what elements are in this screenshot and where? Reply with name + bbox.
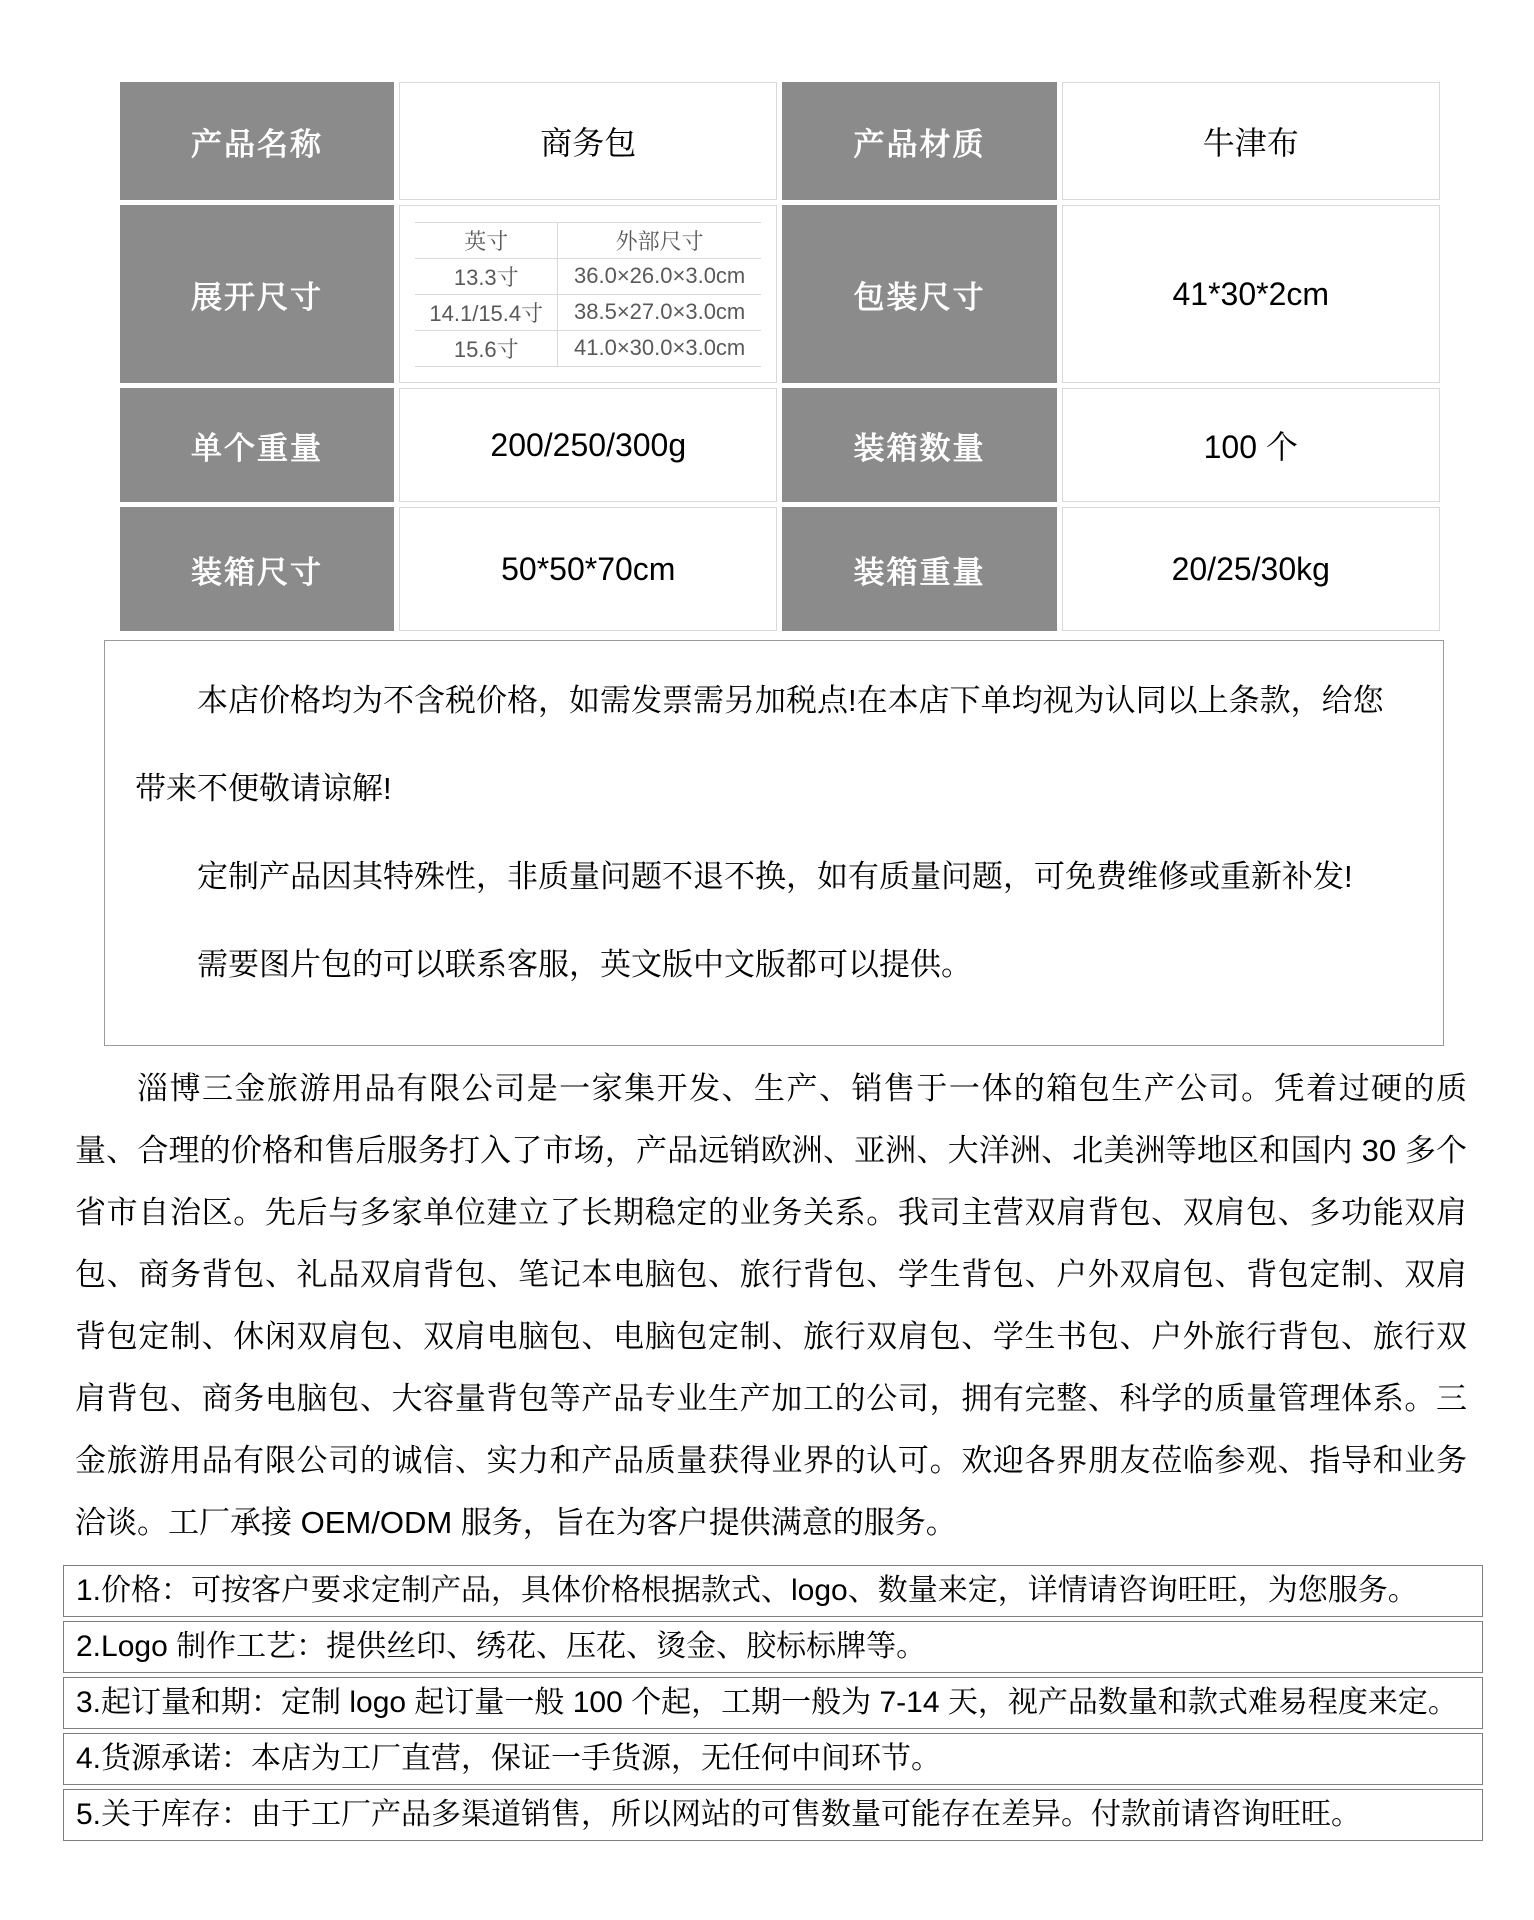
carton-weight-value: 20/25/30kg <box>1062 507 1440 631</box>
notice-line-picture-pack: 需要图片包的可以联系客服，英文版中文版都可以提供。 <box>197 947 972 982</box>
carton-qty-label: 装箱数量 <box>782 388 1056 502</box>
term-row-supply-promise: 4.货源承诺：本店为工厂直营，保证一手货源，无任何中间环节。 <box>63 1733 1483 1785</box>
size-subtable <box>415 222 761 367</box>
spec-row-3 <box>120 388 1440 502</box>
size-subtable-row <box>415 258 761 294</box>
spec-table <box>115 77 1445 636</box>
term-row-inventory: 5.关于库存：由于工厂产品多渠道销售，所以网站的可售数量可能存在差异。付款前请咨询旺旺。 <box>63 1789 1483 1841</box>
unit-weight-value: 200/250/300g <box>399 388 777 502</box>
term-row-logo-craft: 2.Logo 制作工艺：提供丝印、绣花、压花、烫金、胶标标牌等。 <box>63 1621 1483 1673</box>
unfolded-size-value <box>399 205 777 383</box>
size-subtable-row <box>415 330 761 366</box>
unfolded-size-label: 展开尺寸 <box>120 205 394 383</box>
size-subtable-row <box>415 294 761 330</box>
spec-row-1 <box>120 82 1440 200</box>
material-value: 牛津布 <box>1062 82 1440 200</box>
size-inch-cell: 13.3寸 <box>415 258 557 294</box>
notice-line-custom: 定制产品因其特殊性，非质量问题不退不换，如有质量问题，可免费维修或重新补发! <box>197 859 1353 894</box>
spec-row-4 <box>120 507 1440 631</box>
size-outer-cell: 41.0×30.0×3.0cm <box>558 330 762 366</box>
product-name-label: 产品名称 <box>120 82 394 200</box>
carton-qty-value: 100 个 <box>1062 388 1440 502</box>
package-size-label: 包装尺寸 <box>782 205 1056 383</box>
notice-line-tax: 本店价格均为不含税价格，如需发票需另加税点!在本店下单均视为认同以上条款，给您带来不便敬请谅解! <box>135 683 1384 806</box>
notice-box <box>104 640 1444 1046</box>
size-col-outer-header: 外部尺寸 <box>558 222 762 258</box>
package-size-value: 41*30*2cm <box>1062 205 1440 383</box>
size-outer-cell: 36.0×26.0×3.0cm <box>558 258 762 294</box>
product-name-value: 商务包 <box>399 82 777 200</box>
company-intro-paragraph: 淄博三金旅游用品有限公司是一家集开发、生产、销售于一体的箱包生产公司。凭着过硬的质量、合理的价格和售后服务打入了市场，产品远销欧洲、亚洲、大洋洲、北美洲等地区和国内 30 多个省市自治区。先后与多家单位建立了长期稳定的业务关系。我司主营双肩背包、双肩包、多功能双肩包、商务背包、礼品双肩背包、笔记本电脑包、旅行背包、学生背包、户外双肩包、背包定制、双肩背包定制、休闲双肩包、双肩电脑包、电脑包定制、旅行双肩包、学生书包、户外旅行背包、旅行双肩背包、商务电脑包、大容量背包等产品专业生产加工的公司，拥有完整、科学的质量管理体系。三金旅游用品有限公司的诚信、实力和产品质量获得业界的认可。欢迎各界朋友莅临参观、指导和业务洽谈。工厂承接 OEM/ODM 服务，旨在为客户提供满意的服务。 <box>75 1071 1467 1540</box>
size-col-inch-header: 英寸 <box>415 222 557 258</box>
size-outer-cell: 38.5×27.0×3.0cm <box>558 294 762 330</box>
size-inch-cell: 14.1/15.4寸 <box>415 294 557 330</box>
material-label: 产品材质 <box>782 82 1056 200</box>
term-row-moq-leadtime: 3.起订量和期：定制 logo 起订量一般 100 个起，工期一般为 7-14 天，视产品数量和款式难易程度来定。 <box>63 1677 1483 1729</box>
spec-row-2 <box>120 205 1440 383</box>
term-row-price: 1.价格：可按客户要求定制产品，具体价格根据款式、logo、数量来定，详情请咨询旺旺，为您服务。 <box>63 1565 1483 1617</box>
carton-size-label: 装箱尺寸 <box>120 507 394 631</box>
size-inch-cell: 15.6寸 <box>415 330 557 366</box>
carton-size-value: 50*50*70cm <box>399 507 777 631</box>
size-subtable-header <box>415 222 761 258</box>
carton-weight-label: 装箱重量 <box>782 507 1056 631</box>
unit-weight-label: 单个重量 <box>120 388 394 502</box>
terms-list <box>63 1565 1483 1841</box>
